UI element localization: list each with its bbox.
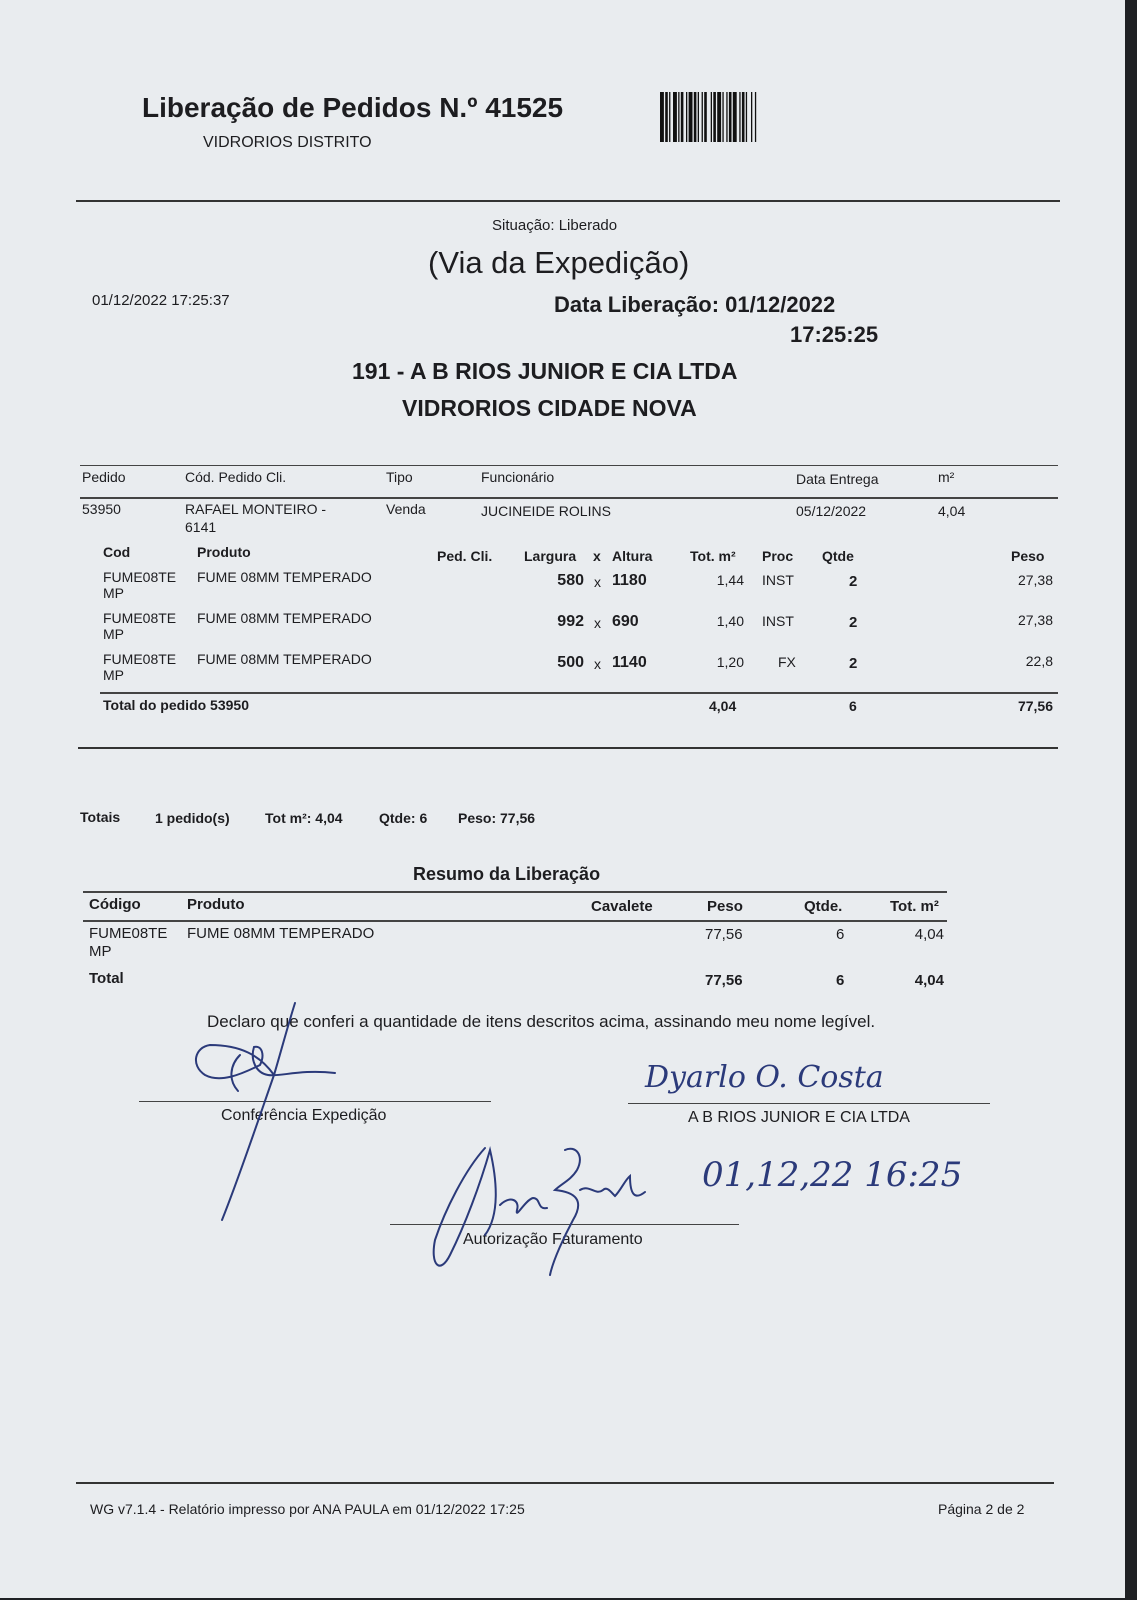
items-col-tot-m2: Tot. m²: [690, 548, 736, 564]
summary-qtde: 6: [836, 926, 845, 943]
summary-total-qtde: 6: [836, 972, 845, 989]
order-table-top-rule: [80, 465, 1058, 466]
item-peso: 27,38: [1017, 612, 1053, 628]
col-tipo: Tipo: [386, 469, 413, 485]
item-tot-m2: 1,20: [716, 654, 744, 670]
summary-codigo: FUME08TE: [89, 925, 168, 942]
items-col-qtde: Qtde: [822, 548, 854, 564]
summary-col-codigo: Código: [89, 896, 141, 913]
order-total-qtde: 6: [849, 698, 857, 714]
item-x: x: [594, 615, 601, 631]
company-name: VIDRORIOS DISTRITO: [203, 134, 372, 151]
summary-total-tot-m2: 4,04: [914, 972, 944, 989]
item-produto: FUME 08MM TEMPERADO: [197, 651, 372, 667]
item-altura: 690: [612, 613, 639, 630]
item-largura: 500: [557, 654, 584, 671]
item-largura: 992: [557, 613, 584, 630]
client-handwritten-signature: Dyarlo O. Costa: [645, 1060, 884, 1095]
conferencia-signature: [170, 995, 350, 1225]
release-time: 17:25:25: [790, 322, 879, 347]
order-pedido: 53950: [82, 501, 121, 517]
autorizacao-signature: [425, 1140, 675, 1280]
order-m2: 4,04: [938, 503, 966, 519]
item-produto: FUME 08MM TEMPERADO: [197, 610, 372, 626]
col-data-entrega: Data Entrega: [796, 471, 879, 487]
col-funcionario: Funcionário: [481, 469, 555, 485]
summary-total-label: Total: [89, 970, 124, 987]
footer-divider: [76, 1482, 1054, 1484]
summary-top-rule: [83, 891, 947, 893]
signature-label-autorizacao: Autorização Faturamento: [463, 1231, 643, 1248]
printed-timestamp: 01/12/2022 17:25:37: [92, 292, 230, 309]
items-total-rule: [100, 692, 1058, 694]
items-col-produto: Produto: [197, 544, 251, 560]
items-col-ped-cli: Ped. Cli.: [437, 548, 493, 564]
summary-col-peso: Peso: [707, 898, 743, 915]
items-col-peso: Peso: [1011, 548, 1045, 564]
order-data-entrega: 05/12/2022: [796, 503, 867, 519]
totals-label: Totais: [80, 809, 121, 825]
items-col-proc: Proc: [762, 548, 794, 564]
footer-page-number: Página 2 de 2: [938, 1501, 1025, 1517]
signature-label-client: A B RIOS JUNIOR E CIA LTDA: [688, 1109, 910, 1126]
signature-line-client: [628, 1103, 990, 1104]
summary-title: Resumo da Liberação: [413, 864, 601, 884]
order-total-peso: 77,56: [1017, 698, 1053, 714]
col-cod-pedido-cli: Cód. Pedido Cli.: [185, 469, 287, 485]
order-tipo: Venda: [386, 501, 426, 517]
order-cod-cli-1: RAFAEL MONTEIRO -: [185, 501, 327, 517]
item-largura: 580: [557, 572, 584, 589]
signature-label-conferencia: Conferência Expedição: [221, 1107, 387, 1124]
items-col-cod: Cod: [103, 544, 131, 560]
handwritten-datetime: 01,12,22 16:25: [702, 1155, 963, 1195]
item-cod: FUME08TE: [103, 610, 177, 626]
summary-col-cavalete: Cavalete: [591, 898, 653, 915]
summary-tot-m2: 4,04: [914, 926, 944, 943]
col-pedido: Pedido: [82, 469, 126, 485]
col-m2: m²: [938, 469, 955, 485]
item-qtde: 2: [849, 655, 858, 672]
item-cod-suffix: MP: [103, 585, 124, 601]
item-peso: 22,8: [1025, 653, 1053, 669]
item-cod: FUME08TE: [103, 651, 177, 667]
item-cod: FUME08TE: [103, 569, 177, 585]
client-store: VIDRORIOS CIDADE NOVA: [402, 395, 697, 421]
items-col-x: x: [593, 548, 601, 564]
order-total-label: Total do pedido 53950: [103, 697, 249, 713]
item-altura: 1180: [612, 572, 647, 589]
order-funcionario: JUCINEIDE ROLINS: [481, 503, 611, 519]
items-col-largura: Largura: [524, 548, 577, 564]
summary-col-qtde: Qtde.: [804, 898, 843, 915]
item-x: x: [594, 656, 601, 672]
summary-col-tot-m2: Tot. m²: [890, 898, 939, 915]
item-altura: 1140: [612, 654, 647, 671]
item-qtde: 2: [849, 573, 858, 590]
item-cod-suffix: MP: [103, 667, 124, 683]
summary-total-peso: 77,56: [705, 972, 743, 989]
item-tot-m2: 1,40: [716, 613, 744, 629]
totals-pedidos: 1 pedido(s): [155, 810, 230, 826]
summary-header-rule: [83, 920, 947, 922]
item-tot-m2: 1,44: [716, 572, 744, 588]
status-label: Situação: Liberado: [492, 217, 618, 234]
page-title: Liberação de Pedidos N.º 41525: [142, 92, 564, 123]
summary-produto: FUME 08MM TEMPERADO: [187, 925, 375, 942]
order-cod-cli-2: 6141: [185, 519, 217, 535]
order-table-bottom-rule: [78, 747, 1058, 749]
item-proc: FX: [778, 654, 796, 670]
footer-printed-by: WG v7.1.4 - Relatório impresso por ANA PAULA em 01/12/2022 17:25: [90, 1501, 525, 1517]
totals-peso: Peso: 77,56: [458, 810, 536, 826]
item-peso: 27,38: [1017, 572, 1053, 588]
summary-peso: 77,56: [705, 926, 743, 943]
client-name: 191 - A B RIOS JUNIOR E CIA LTDA: [352, 358, 738, 384]
release-date: Data Liberação: 01/12/2022: [554, 292, 836, 317]
header-divider: [76, 200, 1060, 202]
declaration-text: Declaro que conferi a quantidade de itens descritos acima, assinando meu nome legível.: [207, 1012, 876, 1031]
item-cod-suffix: MP: [103, 626, 124, 642]
totals-qtde: Qtde: 6: [379, 810, 428, 826]
order-total-m2: 4,04: [709, 698, 737, 714]
item-qtde: 2: [849, 614, 858, 631]
barcode: [660, 92, 835, 144]
item-x: x: [594, 574, 601, 590]
summary-col-produto: Produto: [187, 896, 245, 913]
item-produto: FUME 08MM TEMPERADO: [197, 569, 372, 585]
summary-codigo-suffix: MP: [89, 943, 112, 960]
item-proc: INST: [762, 613, 794, 629]
order-header-rule: [80, 497, 1058, 499]
totals-m2: Tot m²: 4,04: [265, 810, 343, 826]
items-col-altura: Altura: [612, 548, 653, 564]
copy-label: (Via da Expedição): [428, 245, 690, 280]
item-proc: INST: [762, 572, 794, 588]
